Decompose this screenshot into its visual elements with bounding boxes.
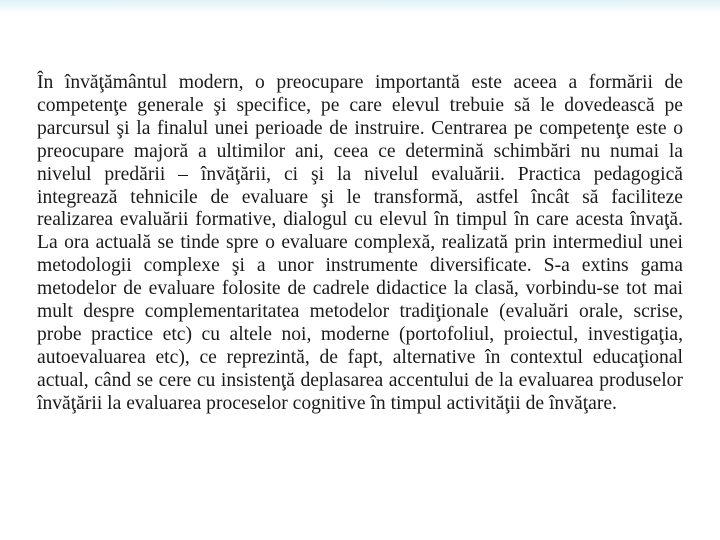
body-paragraph: În învăţământul modern, o preocupare importantă este aceea a formării de competenţe generale şi specifice, pe care elevul trebuie să le dovedească pe parcursul şi la finalul unei perioade de instruire. Centrarea pe competenţe este o preocupare majoră a ultimilor ani, ceea ce determină schimbări nu numai la nivelul predării – învăţării, ci şi la nivelul evaluării. Practica pedagogică integrează tehnicile de evaluare şi le transformă, astfel încât să faciliteze realizarea evaluării formative, dialogul cu elevul în timpul în care acesta învaţă. La ora actuală se tinde spre o evaluare complexă, realizată prin intermediul unei metodologii complexe şi a unor instrumente diversificate. S-a extins gama metodelor de evaluare folosite de cadrele didactice la clasă, vorbindu-se tot mai mult despre complementaritatea metodelor tradiţionale (evaluări orale, scrise, probe practice etc) cu altele noi, moderne (portofoliul, proiectul, investigaţia, autoevaluarea etc), ce reprezintă, de fapt, alternative în contextul educaţional actual, când se cere cu insistenţă deplasarea accentului de la evaluarea produselor învăţării la evaluarea proceselor cognitive în timpul activităţii de învăţare. bbox=[37, 72, 683, 414]
slide-top-edge bbox=[0, 0, 720, 14]
